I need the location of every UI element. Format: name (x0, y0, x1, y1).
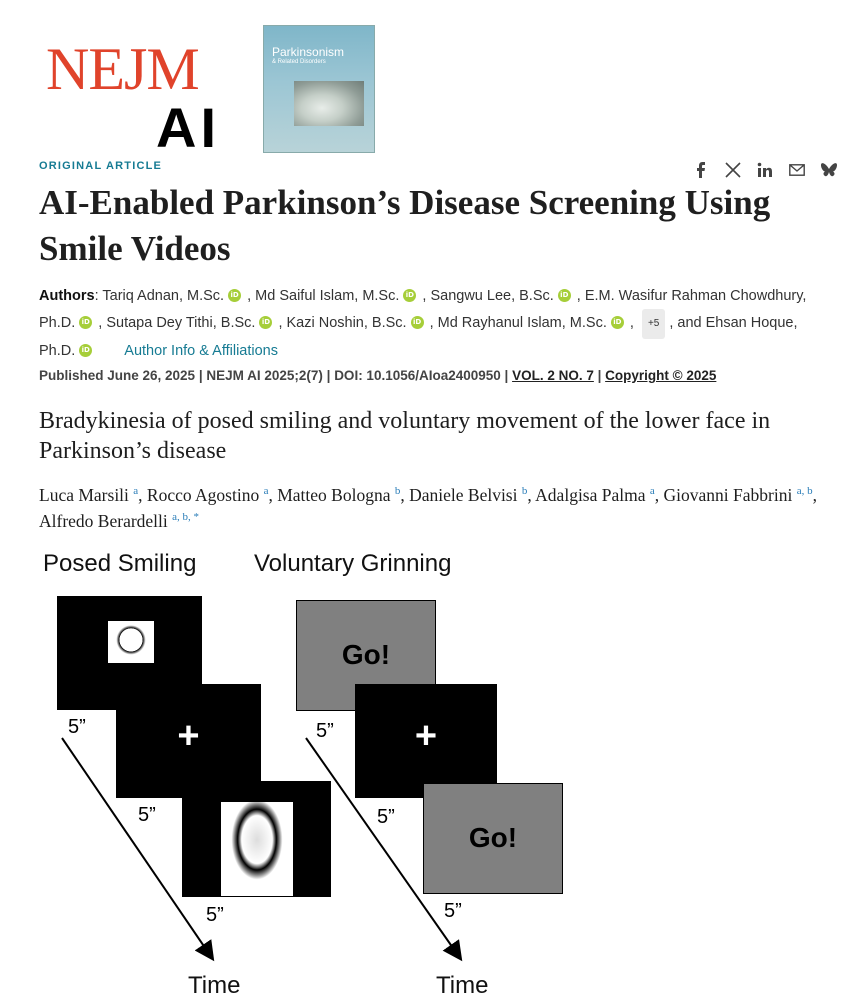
posed-smiling-label: Posed Smiling (43, 550, 197, 577)
orcid-icon[interactable]: iD (79, 316, 92, 329)
ai-wordmark: AI (156, 96, 220, 159)
paper-author-list: Luca Marsili $^a$, Rocco Agostino $^a$, Matteo Bologna $^b$, Daniele Belvisi $^b$, Adalgisa Palma $^a$, Giovanni Fabbrini $^{a, b}$, Alfredo Berardelli $^{a, b, *}$ (39, 484, 817, 531)
author-info-link[interactable]: Author Info & Affiliations (124, 343, 278, 359)
publication-info: Published June 26, 2025 | NEJM AI 2025;2(7) | DOI: 10.1056/AIoa2400950 | VOL. 2 NO. 7 | Copyright © 2025 (39, 368, 717, 383)
article-title: AI-Enabled Parkinson’s Disease Screening Using Smile Videos (39, 183, 771, 268)
article-type-label: ORIGINAL ARTICLE (39, 160, 163, 172)
affiliation-marker[interactable]: a (263, 485, 269, 497)
go-cue-text: Go! (341, 639, 391, 670)
doi[interactable]: DOI: 10.1056/AIoa2400950 (334, 368, 501, 383)
time-arrows (40, 548, 566, 1000)
facebook-icon[interactable] (690, 159, 712, 181)
paper-title: Bradykinesia of posed smiling and voluntary movement of the lower face in Parkinson’s disease (39, 408, 771, 464)
affiliation-marker[interactable]: a, b (796, 485, 813, 497)
paper-author: Adalgisa Palma (535, 484, 646, 505)
affiliation-marker[interactable]: b (521, 485, 528, 497)
x-icon[interactable] (722, 159, 744, 181)
duration-label: 5” (316, 720, 334, 742)
nejm-wordmark: NEJM (46, 36, 199, 102)
cover-title: Parkinsonism (272, 45, 345, 59)
fixation-cross: + (414, 715, 438, 757)
affiliation-marker[interactable]: a (133, 485, 139, 497)
author-name[interactable]: Tariq Adnan, M.Sc. (102, 288, 225, 304)
bluesky-icon[interactable] (818, 159, 840, 181)
author-name[interactable]: Md Rayhanul Islam, M.Sc. (437, 314, 607, 331)
duration-label: 5” (377, 806, 395, 828)
paper-author: Daniele Belvisi (409, 484, 518, 505)
authors-label: Authors (39, 288, 95, 304)
paper-author: Matteo Bologna (277, 484, 391, 505)
orcid-icon[interactable]: iD (411, 316, 424, 329)
duration-label: 5” (206, 904, 224, 926)
orcid-icon[interactable]: iD (403, 289, 416, 302)
affiliation-marker[interactable]: a (649, 485, 655, 497)
duration-label: 5” (444, 900, 462, 922)
more-authors-button[interactable]: +5 (642, 309, 665, 340)
affiliation-marker[interactable]: a, b, * (172, 510, 200, 523)
author-name[interactable]: Sutapa Dey Tithi, B.Sc. (106, 314, 256, 331)
nejm-ai-logo[interactable] (46, 34, 230, 159)
orcid-icon[interactable]: iD (228, 289, 241, 302)
paper-author: Rocco Agostino (146, 484, 260, 505)
share-bar (690, 159, 840, 181)
journal-cover-image[interactable] (263, 25, 375, 153)
duration-label: 5” (138, 804, 156, 826)
paper-author: Alfredo Berardelli (39, 510, 168, 531)
time-label: Time (436, 972, 489, 999)
published-date: Published June 26, 2025 (39, 368, 196, 383)
copyright-link[interactable]: Copyright © 2025 (605, 368, 717, 383)
paradigm-figure (40, 548, 566, 1000)
paper-author: Luca Marsili (39, 484, 129, 505)
orcid-icon[interactable]: iD (79, 344, 92, 357)
citation: NEJM AI 2025;2(7) (206, 368, 323, 383)
volume-link[interactable]: VOL. 2 NO. 7 (512, 368, 594, 383)
go-cue-text: Go! (468, 822, 518, 853)
author-name[interactable]: Md Saiful Islam, M.Sc. (255, 288, 400, 304)
affiliation-marker[interactable]: b (394, 485, 401, 497)
last-author-prefix: , and (669, 314, 706, 331)
voluntary-grinning-label: Voluntary Grinning (254, 550, 452, 577)
author-name[interactable]: Kazi Noshin, B.Sc. (286, 314, 407, 331)
author-name[interactable]: Ehsan Hoque, Ph.D. (39, 314, 798, 359)
fixation-cross: + (177, 715, 200, 757)
duration-label: 5” (68, 716, 86, 738)
author-name[interactable]: E.M. Wasifur Rahman Chowdhury, Ph.D. (39, 288, 807, 331)
orcid-icon[interactable]: iD (259, 316, 272, 329)
orcid-icon[interactable]: iD (558, 289, 571, 302)
time-label: Time (188, 972, 241, 999)
cover-photo (294, 81, 364, 126)
linkedin-icon[interactable] (754, 159, 776, 181)
orcid-icon[interactable]: iD (611, 316, 624, 329)
email-icon[interactable] (786, 159, 808, 181)
cover-subtitle: & Related Disorders (272, 59, 326, 65)
paper-author: Giovanni Fabbrini (663, 484, 793, 505)
author-name[interactable]: Sangwu Lee, B.Sc. (430, 288, 554, 304)
author-list: Authors: Tariq Adnan, M.Sc. iD , Md Saiful Islam, M.Sc. iD , Sangwu Lee, B.Sc. iD , E.M. Wasifur Rahman Chowdhury, Ph.D. iD , Sutapa Dey Tithi, B.Sc. iD , Kazi Noshin, B.Sc. iD , Md Rayhanul Islam, M.Sc. iD , +5 , and Ehsan Hoque, Ph.D. iD Author Info & Affiliations (39, 288, 807, 359)
